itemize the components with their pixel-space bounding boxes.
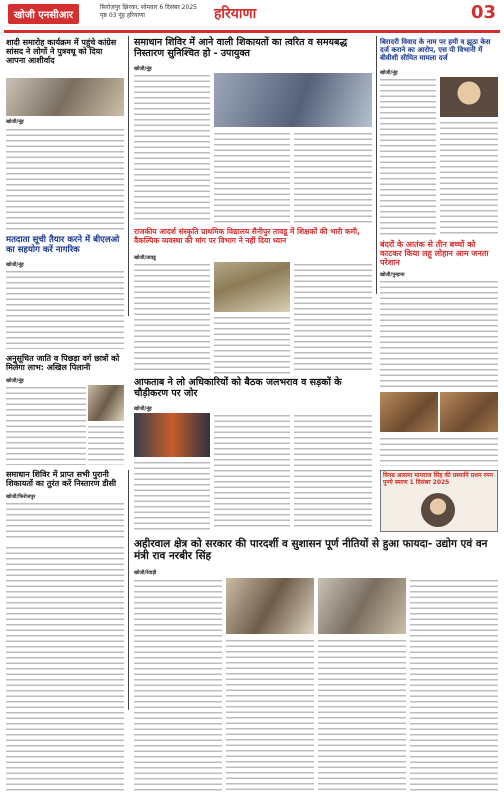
- sub-line: पृष्ठ 03 नूंह हरियाणा: [100, 12, 145, 19]
- column-rule: [128, 470, 129, 710]
- minister-photo: [226, 578, 314, 634]
- article-samadhan: [134, 38, 372, 60]
- page-number: 03: [470, 2, 496, 23]
- event-photo: [318, 578, 406, 634]
- headline: अनुसूचित जाति व पिछड़ा वर्ग छात्रों को मिलेगा लाभ: अखिल पिलानी: [6, 354, 120, 373]
- article-body: [318, 638, 406, 793]
- byline: खोजी/फिरोजपुर: [6, 494, 36, 500]
- article-anusuchit: [6, 354, 124, 372]
- article-body: [6, 385, 86, 465]
- byline-wrap: [6, 378, 124, 384]
- masthead: [4, 0, 500, 33]
- headline: समाधान शिविर में प्राप्त सभी पुरानी शिकायतों का तुरंत करें निस्तारण डीसी: [6, 470, 117, 489]
- article-body: [294, 131, 372, 223]
- byline-wrap: [6, 119, 124, 125]
- headline: अहीरवाल क्षेत्र को सरकार की पारदर्शी व सुशासन पूर्ण नीतियों से हुआ फायदा- उद्योग एवं वन मंत्री राव नरबीर सिंह: [134, 538, 488, 563]
- article-body: [6, 545, 124, 793]
- byline-wrap: [6, 494, 124, 500]
- byline: खोजी/नूंह: [134, 66, 152, 72]
- school-photo: [214, 262, 290, 312]
- date-line: फ़िरोज़पुर झिरका, सोमवार 6 दिसंबर 2025: [100, 4, 197, 11]
- article-body: [440, 120, 498, 237]
- article-body: [134, 262, 210, 374]
- article-bandar: [380, 240, 498, 268]
- byline: खोजी/नूंह: [6, 119, 24, 125]
- article-body: [6, 501, 124, 541]
- article-body: [88, 424, 124, 465]
- official-photo: [88, 385, 124, 421]
- byline: खोजी/नूंह: [6, 378, 24, 384]
- tribute-photo: [421, 493, 455, 527]
- byline: खोजी/नूंह: [134, 406, 152, 412]
- wedding-photo: [6, 78, 124, 116]
- headline: बिरादरी विवाद के नाम पर हमी व झूठा केस दर्ज कराने का आरोप, एस पी विभानी में बीवीशी सीमित मामला दर्ज: [380, 38, 491, 63]
- headline: बंदरों के आतंक से तीन बच्चों को काटकर किया लहू लोहान आम जनता परेशान: [380, 240, 489, 268]
- article-body: [380, 279, 498, 389]
- samadhan-photo: [214, 73, 372, 127]
- article-wedding: [6, 38, 124, 66]
- column-rule: [128, 36, 129, 316]
- article-aaftab: [134, 378, 372, 400]
- headline: आफताब ने लो अधिकारियों को बैठक जलभराव व सड़कों के चौड़ीकरण पर जोर: [134, 377, 342, 399]
- article-body: [294, 262, 372, 374]
- byline-wrap: [134, 570, 498, 576]
- byline: खोजी/रेवाड़ी: [134, 570, 157, 576]
- headline: राजकीय आदर्श संस्कृति प्राथमिक विद्यालय सैनीपुर तावडू में शिक्षकों की भारी कमी, वैकल्पिक व्यवस्था की मांग पर विभाग ने नहीं दिया ध्यान: [134, 227, 360, 245]
- byline: खोजी/तावडू: [134, 255, 156, 261]
- article-ahirwal: [134, 538, 498, 562]
- article-body: [134, 73, 210, 223]
- article-body: [6, 269, 124, 349]
- injured-child-photo: [440, 392, 498, 432]
- article-body: [214, 131, 290, 223]
- article-voter: [6, 236, 124, 256]
- headline: मतदाता सूची तैयार करने में बीएलओ का सहयोग करें नागरिक: [6, 235, 120, 255]
- article-body: [214, 413, 290, 530]
- article-body: [134, 460, 210, 530]
- article-body: [410, 578, 498, 793]
- headline: समाधान शिविर में आने वाली शिकायतों का त्वरित व समयबद्ध निस्तारण सुनिश्चित हो - उपायुक्त: [134, 37, 348, 59]
- brand-logo: खोजी एनसीआर: [8, 4, 79, 24]
- article-body: [226, 638, 314, 793]
- article-school: [134, 228, 372, 245]
- column-rule: [376, 36, 377, 294]
- article-body: [294, 413, 372, 530]
- article-body: [380, 436, 498, 466]
- tribute-heading: विनम्र आसमा मामराज सिंह की प्रस्थानिं प्रथम रमन पुण्ये स्मरण 1 दिसंबर 2025: [383, 472, 494, 486]
- byline: खोजी/पुन्हाना: [380, 272, 405, 278]
- article-body: [6, 127, 124, 231]
- article-body: [214, 315, 290, 374]
- byline-wrap: [134, 66, 372, 72]
- article-body: [134, 578, 222, 793]
- injured-child-photo: [380, 392, 438, 432]
- section-title: हरियाणा: [214, 6, 257, 22]
- byline-wrap: [134, 406, 372, 412]
- byline-wrap: [134, 255, 372, 261]
- article-biradari: [380, 38, 498, 62]
- accused-photo: [440, 77, 498, 117]
- byline-wrap: [380, 272, 498, 278]
- headline: शादी समारोह कार्यक्रम में पहुंचे कांग्रेस सांसद ने लोगों ने पुत्रवधू को दिया आपना आशीर्वाद: [6, 38, 117, 66]
- tribute-box: [380, 470, 498, 532]
- fire-photo: [134, 413, 210, 457]
- byline: खोजी/नूंह: [380, 70, 398, 76]
- article-samadhan2: [6, 470, 124, 488]
- byline-wrap: [6, 262, 124, 268]
- byline-wrap: [380, 70, 498, 76]
- dateline: [100, 4, 197, 20]
- article-body: [380, 77, 436, 237]
- byline: खोजी/नूंह: [6, 262, 24, 268]
